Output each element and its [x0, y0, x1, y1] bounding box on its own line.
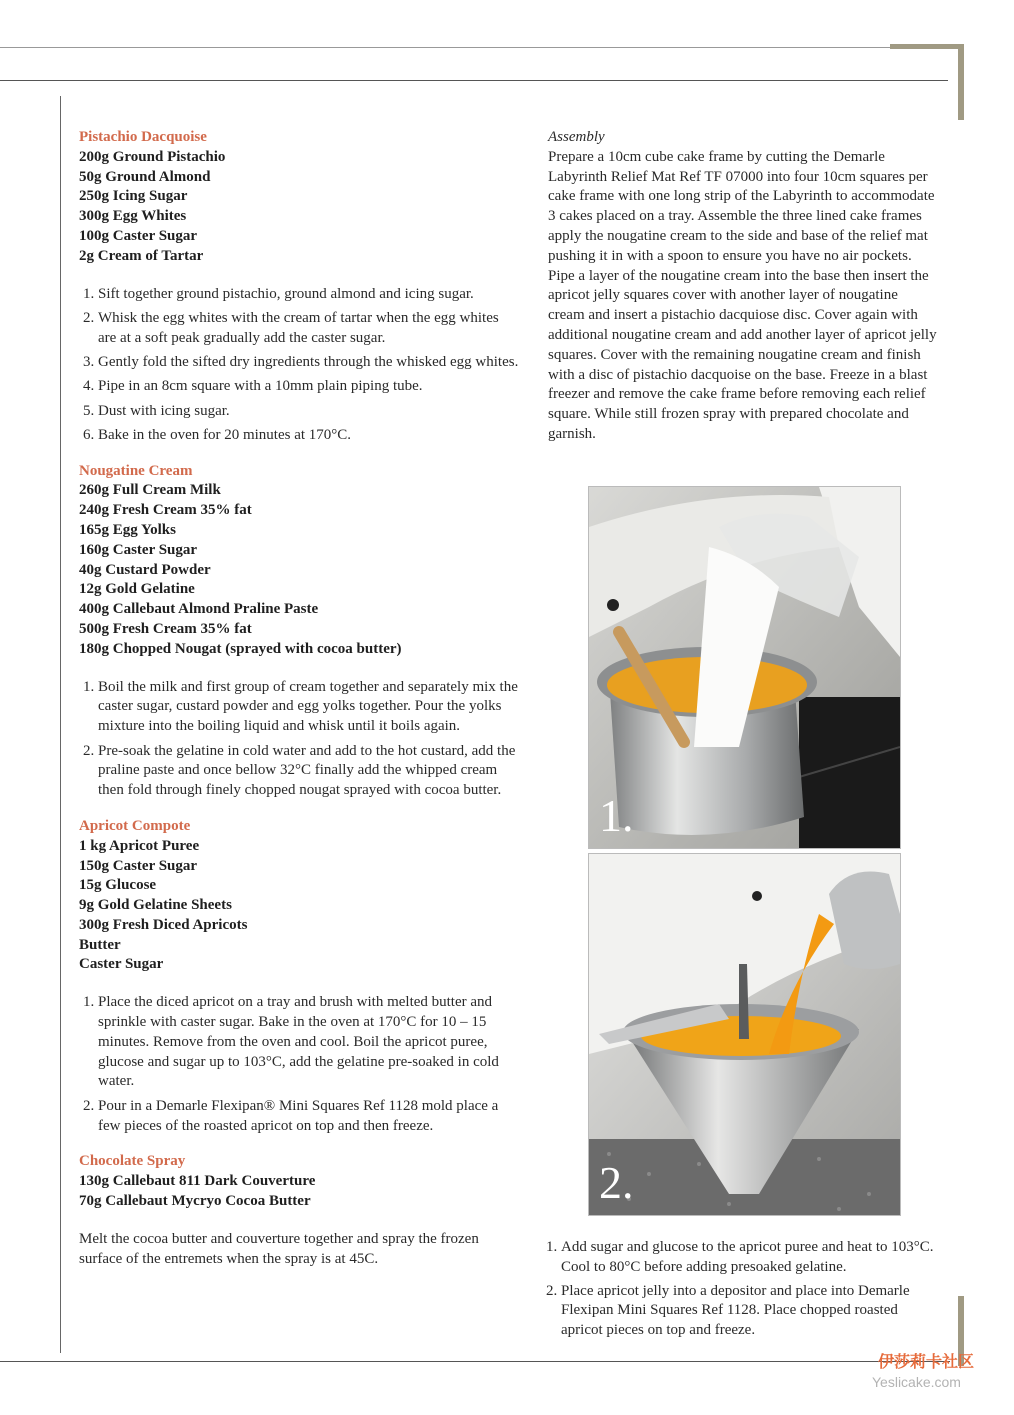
ingredient: 300g Fresh Diced Apricots	[79, 916, 248, 933]
ingredient: 50g Ground Almond	[79, 168, 211, 185]
photo-illustration	[589, 487, 900, 848]
method-step: 2. Pour in a Demarle Flexipan® Mini Squares Ref 1128 mold place a few pieces of the roasted apricot on top and then freeze.	[98, 1097, 519, 1137]
photo-number: 2.	[599, 1157, 634, 1208]
photo-pouring-sugar	[588, 486, 901, 849]
method-step: 4. Pipe in an 8cm square with a 10mm plain piping tube.	[98, 377, 519, 397]
ingredient: 2g Cream of Tartar	[79, 247, 204, 264]
photo-steps	[540, 1238, 940, 1345]
ingredient: 500g Fresh Cream 35% fat	[79, 621, 252, 638]
ingredient: 180g Chopped Nougat (sprayed with cocoa butter)	[79, 640, 402, 657]
method-step: 2. Pre-soak the gelatine in cold water and add to the hot custard, add the praline paste and once bellow 32°C finally add the whipped cream then fold through finely chopped nougat sprayed with cocoa butter.	[98, 742, 519, 801]
method-step: 2. Whisk the egg whites with the cream of tartar when the egg whites are at a soft peak gradually add the caster sugar.	[98, 309, 519, 349]
ingredient: 40g Custard Powder	[79, 561, 211, 578]
ingredient: Butter	[79, 936, 121, 953]
ingredient: 250g Icing Sugar	[79, 188, 188, 205]
corner-deco-top	[890, 44, 964, 49]
left-margin-rule	[60, 96, 61, 1353]
method-step: 6. Bake in the oven for 20 minutes at 170°C.	[98, 426, 519, 446]
method-step: 1. Place the diced apricot on a tray and brush with melted butter and sprinkle with caster sugar. Bake in the oven at 170°C for 10 – 15 minutes. Remove from the oven and cool. Boil the apricot puree, glucose and sugar up to 103°C, add the gelatine pre-soaked in cold water.	[98, 993, 519, 1092]
watermark-chinese: 伊莎莉卡社区	[878, 1352, 975, 1371]
section-title-pistachio-dacquoise: Pistachio Dacquoise	[79, 129, 207, 145]
ingredient: 160g Caster Sugar	[79, 541, 198, 558]
method-list-pistachio-dacquoise	[79, 285, 519, 446]
photo-pouring-puree	[588, 853, 901, 1216]
ingredient: 260g Full Cream Milk	[79, 482, 221, 499]
method-list-nougatine-cream	[79, 678, 519, 801]
method-step: 1. Sift together ground pistachio, ground almond and icing sugar.	[98, 285, 519, 305]
photo-number: 1.	[599, 790, 634, 841]
left-column	[79, 128, 519, 1269]
section-title-nougatine-cream: Nougatine Cream	[79, 462, 193, 479]
ingredient: 15g Glucose	[79, 877, 157, 894]
photo-illustration	[589, 854, 900, 1215]
method-list-apricot-compote	[79, 993, 519, 1136]
ingredient: 1 kg Apricot Puree	[79, 837, 200, 854]
assembly-text: Prepare a 10cm cube cake frame by cutting the Demarle Labyrinth Relief Mat Ref TF 07000 into four 10cm squares per cake frame with one long strip of the Labyrinth to accommodate 3 cakes placed on a tray. Assemble the three lined cake frames apply the nougatine cream to the side and base of the relief mat pushing it in with a spoon to ensure you have no air pockets. Pipe a layer of the nougatine cream into the base then insert the apricot jelly squares cover with another layer of nougatine cream and insert a pistachio dacquiose disc. Cover again with additional nougatine cream and add another layer of apricot jelly squares. Cover with the remaining nougatine cream and finish with a disc of pistachio dacquoise on the base. Freeze in a blast freezer and remove the cake frame before removing each relief square. While still frozen spray with prepared chocolate and garnish.	[548, 148, 937, 442]
bottom-rule	[0, 1361, 950, 1362]
assembly-title: Assembly	[548, 129, 605, 145]
method-step: 3. Gently fold the sifted dry ingredients through the whisked egg whites.	[98, 353, 519, 373]
photo-step: 1. Add sugar and glucose to the apricot puree and heat to 103°C. Cool to 80°C before adding presoaked gelatine.	[561, 1238, 940, 1278]
top-rule	[0, 80, 948, 81]
chocolate-spray-method: Melt the cocoa butter and couverture together and spray the frozen surface of the entremets when the spray is at 45C.	[79, 1230, 479, 1267]
ingredient: 100g Caster Sugar	[79, 227, 198, 244]
method-step: 1. Boil the milk and first group of cream together and separately mix the caster sugar, custard powder and egg yolks together. Pour the yolks mixture into the boiling liquid and whisk until it boils again.	[98, 678, 519, 737]
ingredient: 70g Callebaut Mycryo Cocoa Butter	[79, 1192, 311, 1209]
ingredient: Caster Sugar	[79, 956, 164, 973]
ingredient: 300g Egg Whites	[79, 208, 187, 225]
ingredient: 12g Gold Gelatine	[79, 581, 195, 598]
watermark-url: Yeslicake.com	[872, 1374, 961, 1390]
section-title-apricot-compote: Apricot Compote	[79, 817, 191, 834]
ingredient: 130g Callebaut 811 Dark Couverture	[79, 1173, 316, 1190]
top-rule-short	[0, 47, 890, 48]
assembly-block	[548, 128, 938, 445]
ingredient: 400g Callebaut Almond Praline Paste	[79, 601, 319, 618]
ingredient: 240g Fresh Cream 35% fat	[79, 502, 252, 519]
ingredient: 9g Gold Gelatine Sheets	[79, 897, 232, 914]
corner-deco-right-top	[958, 44, 964, 120]
photo-step: 2. Place apricot jelly into a depositor and place into Demarle Flexipan Mini Squares Ref 1128. Place chopped roasted apricot pieces on top and freeze.	[561, 1282, 940, 1341]
method-step: 5. Dust with icing sugar.	[98, 402, 519, 422]
ingredient: 150g Caster Sugar	[79, 857, 198, 874]
ingredient: 165g Egg Yolks	[79, 522, 176, 539]
ingredient: 200g Ground Pistachio	[79, 148, 226, 165]
section-title-chocolate-spray: Chocolate Spray	[79, 1153, 186, 1170]
